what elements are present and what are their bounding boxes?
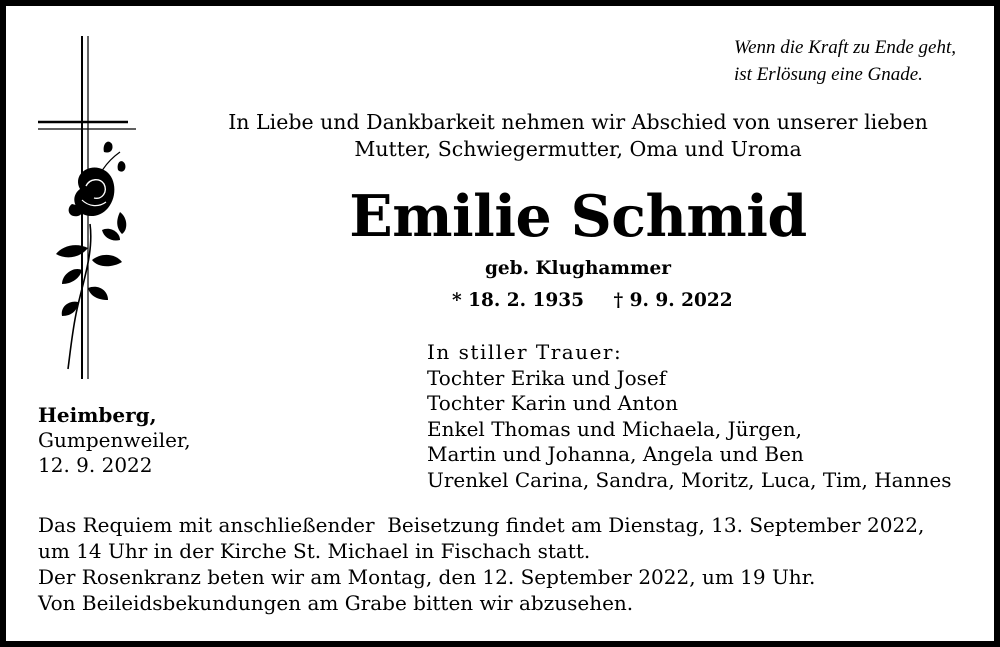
mourners-heading: In stiller Trauer: xyxy=(427,340,623,364)
town: Heimberg, xyxy=(38,403,157,427)
requiem-line: Das Requiem mit anschließender Beisetzung findet am Dienstag, 13. September 2022, xyxy=(38,513,925,537)
intro-line: In Liebe und Dankbarkeit nehmen wir Abschied von unserer lieben xyxy=(228,110,928,134)
district: Gumpenweiler, xyxy=(38,428,191,452)
requiem-info xyxy=(38,512,924,616)
requiem-line: Der Rosenkranz beten wir am Montag, den 12. September 2022, um 19 Uhr. xyxy=(38,565,816,589)
mourner-line: Tochter Karin und Anton xyxy=(427,391,678,415)
motto-line: ist Erlösung eine Gnade. xyxy=(734,64,923,85)
cross-with-rose-icon xyxy=(32,34,142,384)
mourner-line: Enkel Thomas und Michaela, Jürgen, xyxy=(427,416,802,441)
death-date: † 9. 9. 2022 xyxy=(613,290,733,311)
motto xyxy=(734,34,956,88)
deceased-name: Emilie Schmid xyxy=(349,183,807,250)
obituary-notice xyxy=(6,6,994,641)
place-and-date xyxy=(38,403,191,478)
mourner-line: Urenkel Carina, Sandra, Moritz, Luca, Tim, Hannes xyxy=(427,467,952,492)
requiem-line: Von Beileidsbekundungen am Grabe bitten wir abzusehen. xyxy=(38,591,634,615)
maiden-name: geb. Klughammer xyxy=(484,258,672,279)
mourner-line: Tochter Erika und Josef xyxy=(427,365,667,390)
birth-date: * 18. 2. 1935 xyxy=(452,290,584,311)
mourner-line: Martin und Johanna, Angela und Ben xyxy=(427,442,804,466)
intro-text xyxy=(206,109,950,163)
life-dates xyxy=(452,290,733,311)
intro-line: Mutter, Schwiegermutter, Oma und Uroma xyxy=(354,137,802,161)
requiem-line: um 14 Uhr in der Kirche St. Michael in Fischach statt. xyxy=(38,539,591,563)
motto-line: Wenn die Kraft zu Ende geht, xyxy=(734,37,956,58)
mourners-list xyxy=(427,340,951,493)
notice-date: 12. 9. 2022 xyxy=(38,453,153,477)
